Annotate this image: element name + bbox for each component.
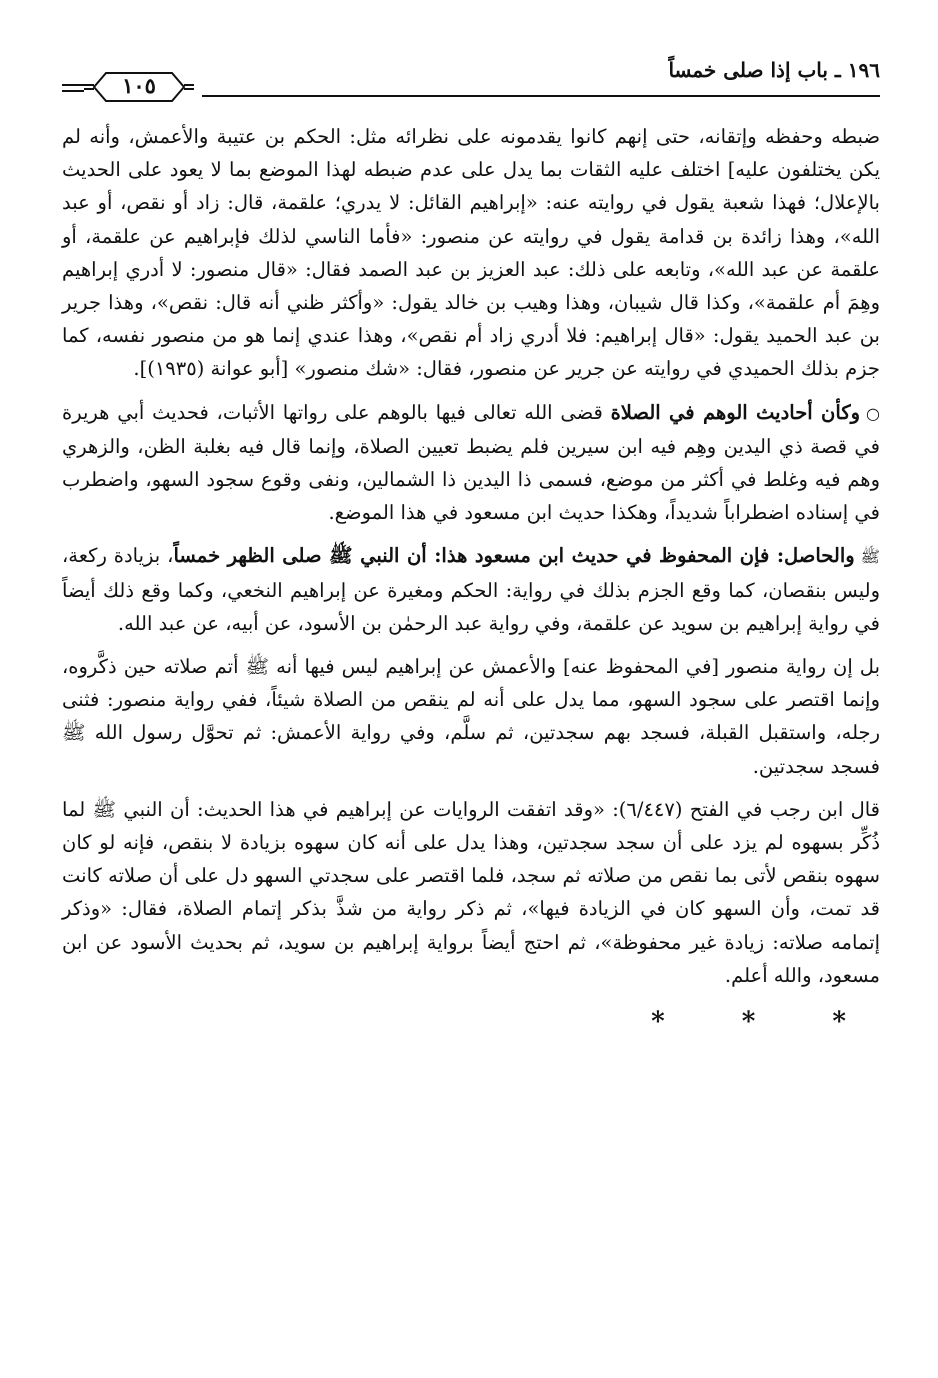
paragraph-2-body: قضى الله تعالى فيها بالوهم على رواتها الأثبات، فحديث أبي هريرة في قصة ذي اليدين وهِم فيه ابن سيرين فلم يضبط تعيين الصلاة، وإنما قال فيه بغلبة الظن، والزهري وهم فيه وغلط في أكثر من موضع، فسمى ذا اليدين ذا الشمالين، ونفى وقوع سجود السهو، واضطرب في إسناده اضطراباً شديداً، وهكذا حديث ابن مسعود في هذا الموضع. — [62, 400, 880, 525]
circle-marker-icon: ○ — [866, 403, 880, 423]
paragraph-2 — [62, 396, 880, 530]
body-text — [62, 120, 880, 1039]
header-rule — [202, 95, 880, 97]
paragraph-2-lead: وكأن أحاديث الوهم في الصلاة — [610, 400, 861, 424]
page-header — [62, 44, 880, 106]
paragraph-4: بل إن رواية منصور [في المحفوظ عنه] والأعمش عن إبراهيم ليس فيها أنه ﷺ أتم صلاته حين ذكَّروه، وإنما اقتصر على سجود السهو، مما يدل على أنه لم ينقص من الصلاة شيئاً، ففي رواية منصور: فثنى رجله، واستقبل القبلة، فسجد بهم سجدتين، ثم سلَّم، وفي رواية الأعمش: ثم تحوَّل رسول الله ﷺ فسجد سجدتين. — [62, 655, 880, 778]
paragraph-3 — [62, 539, 880, 640]
paragraph-3-body: ، بزيادة ركعة، وليس بنقصان، كما وقع الجزم بذلك في رواية: الحكم ومغيرة عن إبراهيم النخعي، وكما وقع ذلك أيضاً في رواية إبراهيم بن سويد عن علقمة، وفي رواية عبد الرحمٰن بن الأسود، عن أبيه، عن عبد الله. — [62, 544, 880, 635]
page-number-ornament — [84, 70, 194, 104]
page-number: ١٠٥ — [122, 73, 156, 98]
section-separator: * * * — [651, 1007, 880, 1038]
book-page — [62, 44, 880, 1354]
paragraph-1: ضبطه وحفظه وإتقانه، حتى إنهم كانوا يقدمونه على نظرائه مثل: الحكم بن عتيبة والأعمش، وأنه لم يكن يختلفون عليه] اختلف عليه الثقات بما يدل على عدم ضبطه لهذا الموضع بما لا يعود على الحديث بالإعلال؛ فهذا شعبة يقول في روايته عنه: «إبراهيم القائل: لا يدري؛ علقمة، قال: زاد أو نقص، أو عبد الله»، وهذا زائدة بن قدامة يقول في روايته عن منصور: «فأما الناسي لذلك فإبراهيم عن علقمة، أو علقمة عن عبد الله»، وتابعه على ذلك: عبد العزيز بن عبد الصمد فقال: «قال منصور: لا أدري إبراهيم وهِمَ أم علقمة»، وكذا قال شيبان، وهذا وهيب بن خالد يقول: «وأكثر ظني أنه قال: نقص»، وهذا جرير بن عبد الحميد يقول: «قال إبراهيم: فلا أدري زاد أم نقص»، وهذا عندي إنما هو من منصور نفسه، كما جزم بذلك الحميدي في روايته عن جرير عن منصور، فقال: «شك منصور» [أبو عوانة (١٩٣٥)]. — [62, 125, 880, 381]
header-ornament-lines — [62, 84, 84, 96]
section-marker-icon: ﷺ — [860, 547, 880, 567]
paragraph-5: قال ابن رجب في الفتح (٦/٤٤٧): «وقد اتفقت الروايات عن إبراهيم في هذا الحديث: أن النبي ﷺ لما ذُكِّر بسهوه لم يزد على أن سجد سجدتين، وهذا يدل على أنه كان سهوه بزيادة لا بنقص، فإنه لو كان سهوه بنقص لأتى بما نقص من صلاته ثم سجد، فلما اقتصر على سجدتي السهو دل على أن صلاته كانت قد تمت، وأن السهو كان في الزيادة فيها»، ثم ذكر رواية من شذَّ بذكر إتمام الصلاة، فقال: «وذكر إتمامه صلاته: زيادة غير محفوظة»، ثم احتج أيضاً برواية إبراهيم بن سويد، ثم بحديث الأسود عن ابن مسعود، والله أعلم. — [62, 797, 880, 987]
paragraph-3-lead: والحاصل: فإن المحفوظ في حديث ابن مسعود هذا: أن النبي ﷺ صلى الظهر خمساً — [173, 544, 855, 568]
running-title: ١٩٦ ـ باب إذا صلى خمساً — [668, 58, 880, 82]
